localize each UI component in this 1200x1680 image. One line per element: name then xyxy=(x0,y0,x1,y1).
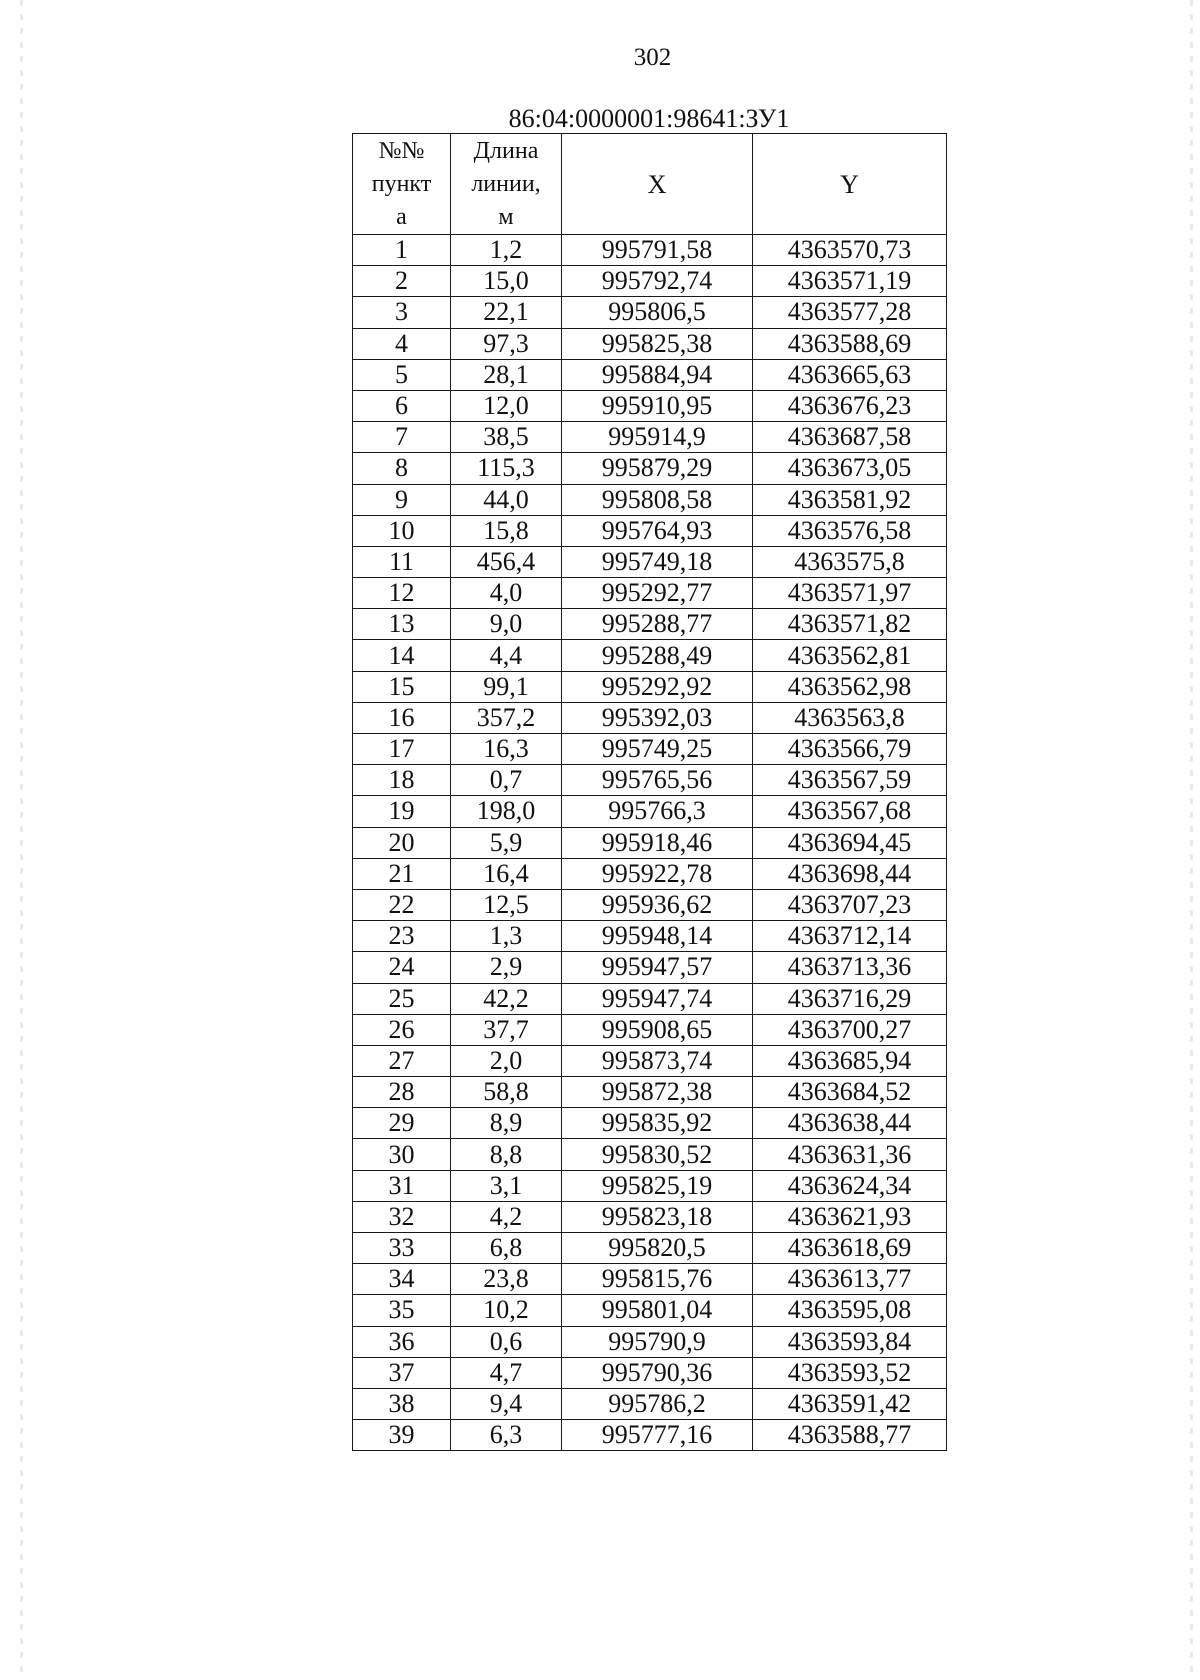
cell-y: 4363618,69 xyxy=(753,1233,947,1264)
cell-x: 995884,94 xyxy=(562,359,753,390)
header-point-line-1: №№ xyxy=(378,137,425,164)
cell-y: 4363570,73 xyxy=(753,235,947,266)
cell-x: 995792,74 xyxy=(562,266,753,297)
cell-y: 4363593,52 xyxy=(753,1357,947,1388)
cell-line-length: 198,0 xyxy=(451,796,562,827)
table-row xyxy=(353,1139,947,1170)
cell-x: 995292,77 xyxy=(562,578,753,609)
cell-line-length: 2,9 xyxy=(451,952,562,983)
table-row xyxy=(353,671,947,702)
table-row xyxy=(353,765,947,796)
cell-x: 995765,56 xyxy=(562,765,753,796)
table-row xyxy=(353,1201,947,1232)
cell-y: 4363694,45 xyxy=(753,827,947,858)
cell-x: 995392,03 xyxy=(562,702,753,733)
table-row xyxy=(353,889,947,920)
cell-x: 995288,49 xyxy=(562,640,753,671)
cell-line-length: 2,0 xyxy=(451,1045,562,1076)
cell-point-number: 1 xyxy=(353,235,451,266)
cell-point-number: 26 xyxy=(353,1014,451,1045)
cell-y: 4363595,08 xyxy=(753,1295,947,1326)
cell-point-number: 18 xyxy=(353,765,451,796)
cell-x: 995790,9 xyxy=(562,1326,753,1357)
table-row xyxy=(353,1295,947,1326)
table-row xyxy=(353,702,947,733)
cell-x: 995947,74 xyxy=(562,983,753,1014)
cell-y: 4363576,58 xyxy=(753,515,947,546)
cell-line-length: 456,4 xyxy=(451,546,562,577)
cell-line-length: 12,0 xyxy=(451,390,562,421)
cell-point-number: 9 xyxy=(353,484,451,515)
cell-line-length: 357,2 xyxy=(451,702,562,733)
cell-x: 995914,9 xyxy=(562,422,753,453)
cell-line-length: 9,0 xyxy=(451,609,562,640)
cell-y: 4363631,36 xyxy=(753,1139,947,1170)
cell-line-length: 0,6 xyxy=(451,1326,562,1357)
table-row xyxy=(353,515,947,546)
cell-line-length: 37,7 xyxy=(451,1014,562,1045)
table-row xyxy=(353,1108,947,1139)
cell-line-length: 16,3 xyxy=(451,734,562,765)
cell-point-number: 22 xyxy=(353,889,451,920)
cell-point-number: 35 xyxy=(353,1295,451,1326)
cell-y: 4363571,19 xyxy=(753,266,947,297)
table-row xyxy=(353,983,947,1014)
cell-y: 4363591,42 xyxy=(753,1388,947,1419)
cell-line-length: 28,1 xyxy=(451,359,562,390)
cell-line-length: 16,4 xyxy=(451,858,562,889)
table-row xyxy=(353,328,947,359)
cell-x: 995820,5 xyxy=(562,1233,753,1264)
cell-y: 4363685,94 xyxy=(753,1045,947,1076)
scan-edge-left xyxy=(20,0,23,1680)
cell-x: 995873,74 xyxy=(562,1045,753,1076)
cell-x: 995749,25 xyxy=(562,734,753,765)
cell-line-length: 15,0 xyxy=(451,266,562,297)
table-row xyxy=(353,1357,947,1388)
table-row xyxy=(353,297,947,328)
cell-y: 4363712,14 xyxy=(753,921,947,952)
cell-y: 4363571,82 xyxy=(753,609,947,640)
cell-x: 995823,18 xyxy=(562,1201,753,1232)
cell-line-length: 38,5 xyxy=(451,422,562,453)
cell-point-number: 21 xyxy=(353,858,451,889)
cell-x: 995791,58 xyxy=(562,235,753,266)
cell-x: 995764,93 xyxy=(562,515,753,546)
cell-y: 4363567,68 xyxy=(753,796,947,827)
cell-x: 995830,52 xyxy=(562,1139,753,1170)
cell-x: 995777,16 xyxy=(562,1420,753,1451)
table-row xyxy=(353,484,947,515)
cell-point-number: 39 xyxy=(353,1420,451,1451)
cell-y: 4363567,59 xyxy=(753,765,947,796)
table-row xyxy=(353,640,947,671)
cell-point-number: 24 xyxy=(353,952,451,983)
cell-x: 995908,65 xyxy=(562,1014,753,1045)
cell-x: 995786,2 xyxy=(562,1388,753,1419)
cell-point-number: 33 xyxy=(353,1233,451,1264)
header-length-line-2: линии, xyxy=(471,170,541,197)
cell-line-length: 15,8 xyxy=(451,515,562,546)
cell-line-length: 8,9 xyxy=(451,1108,562,1139)
cell-x: 995948,14 xyxy=(562,921,753,952)
cell-line-length: 0,7 xyxy=(451,765,562,796)
cell-point-number: 16 xyxy=(353,702,451,733)
cell-line-length: 6,3 xyxy=(451,1420,562,1451)
cell-y: 4363684,52 xyxy=(753,1077,947,1108)
cell-line-length: 4,7 xyxy=(451,1357,562,1388)
cell-point-number: 20 xyxy=(353,827,451,858)
cell-y: 4363713,36 xyxy=(753,952,947,983)
cell-x: 995790,36 xyxy=(562,1357,753,1388)
cell-x: 995825,38 xyxy=(562,328,753,359)
cell-line-length: 4,4 xyxy=(451,640,562,671)
cell-line-length: 3,1 xyxy=(451,1170,562,1201)
table-row xyxy=(353,858,947,889)
cell-y: 4363716,29 xyxy=(753,983,947,1014)
cell-line-length: 1,3 xyxy=(451,921,562,952)
scan-edge-right xyxy=(1190,0,1193,1680)
cell-x: 995918,46 xyxy=(562,827,753,858)
table-row xyxy=(353,390,947,421)
cell-x: 995872,38 xyxy=(562,1077,753,1108)
cell-point-number: 8 xyxy=(353,453,451,484)
cell-point-number: 23 xyxy=(353,921,451,952)
cell-point-number: 11 xyxy=(353,546,451,577)
table-row xyxy=(353,1014,947,1045)
cell-x: 995288,77 xyxy=(562,609,753,640)
cell-point-number: 13 xyxy=(353,609,451,640)
cell-point-number: 4 xyxy=(353,328,451,359)
cell-line-length: 97,3 xyxy=(451,328,562,359)
cell-x: 995825,19 xyxy=(562,1170,753,1201)
cell-point-number: 2 xyxy=(353,266,451,297)
cell-point-number: 3 xyxy=(353,297,451,328)
table-row xyxy=(353,1077,947,1108)
cell-y: 4363593,84 xyxy=(753,1326,947,1357)
table-row xyxy=(353,578,947,609)
table-row xyxy=(353,952,947,983)
cell-line-length: 22,1 xyxy=(451,297,562,328)
cell-x: 995910,95 xyxy=(562,390,753,421)
cell-point-number: 36 xyxy=(353,1326,451,1357)
cell-line-length: 44,0 xyxy=(451,484,562,515)
cell-line-length: 115,3 xyxy=(451,453,562,484)
cell-x: 995922,78 xyxy=(562,858,753,889)
table-row xyxy=(353,1420,947,1451)
cell-point-number: 19 xyxy=(353,796,451,827)
cell-y: 4363698,44 xyxy=(753,858,947,889)
table-row xyxy=(353,921,947,952)
table-row xyxy=(353,266,947,297)
table-row xyxy=(353,734,947,765)
cell-point-number: 29 xyxy=(353,1108,451,1139)
cell-y: 4363687,58 xyxy=(753,422,947,453)
table-row xyxy=(353,235,947,266)
table-row xyxy=(353,1326,947,1357)
cell-x: 995815,76 xyxy=(562,1264,753,1295)
header-line-length xyxy=(451,134,562,235)
cell-line-length: 99,1 xyxy=(451,671,562,702)
cell-line-length: 6,8 xyxy=(451,1233,562,1264)
cell-x: 995879,29 xyxy=(562,453,753,484)
cell-y: 4363563,8 xyxy=(753,702,947,733)
table-row xyxy=(353,422,947,453)
cell-point-number: 32 xyxy=(353,1201,451,1232)
table-row xyxy=(353,546,947,577)
cell-point-number: 15 xyxy=(353,671,451,702)
header-length-line-3: м xyxy=(498,203,514,230)
cell-y: 4363676,23 xyxy=(753,390,947,421)
cell-point-number: 14 xyxy=(353,640,451,671)
cell-x: 995947,57 xyxy=(562,952,753,983)
cell-point-number: 12 xyxy=(353,578,451,609)
cell-y: 4363588,77 xyxy=(753,1420,947,1451)
cell-y: 4363588,69 xyxy=(753,328,947,359)
cell-point-number: 28 xyxy=(353,1077,451,1108)
cell-point-number: 10 xyxy=(353,515,451,546)
cell-y: 4363562,81 xyxy=(753,640,947,671)
header-point-line-2: пункт xyxy=(371,170,432,197)
table-body xyxy=(353,235,947,1451)
table-row xyxy=(353,1388,947,1419)
cell-y: 4363707,23 xyxy=(753,889,947,920)
cell-line-length: 4,0 xyxy=(451,578,562,609)
cell-point-number: 5 xyxy=(353,359,451,390)
cell-point-number: 31 xyxy=(353,1170,451,1201)
cell-x: 995936,62 xyxy=(562,889,753,920)
cell-line-length: 8,8 xyxy=(451,1139,562,1170)
table-row xyxy=(353,796,947,827)
cell-line-length: 23,8 xyxy=(451,1264,562,1295)
cell-y: 4363613,77 xyxy=(753,1264,947,1295)
cell-point-number: 38 xyxy=(353,1388,451,1419)
cell-point-number: 25 xyxy=(353,983,451,1014)
cell-y: 4363571,97 xyxy=(753,578,947,609)
cell-y: 4363575,8 xyxy=(753,546,947,577)
cell-y: 4363562,98 xyxy=(753,671,947,702)
table-row xyxy=(353,609,947,640)
header-x: X xyxy=(562,134,753,235)
cell-line-length: 58,8 xyxy=(451,1077,562,1108)
cell-x: 995766,3 xyxy=(562,796,753,827)
cell-point-number: 27 xyxy=(353,1045,451,1076)
page-number: 302 xyxy=(633,44,672,71)
cell-point-number: 17 xyxy=(353,734,451,765)
cell-x: 995806,5 xyxy=(562,297,753,328)
cell-line-length: 10,2 xyxy=(451,1295,562,1326)
cell-y: 4363665,63 xyxy=(753,359,947,390)
table-row xyxy=(353,1045,947,1076)
cell-point-number: 7 xyxy=(353,422,451,453)
header-point-number xyxy=(353,134,451,235)
cell-line-length: 42,2 xyxy=(451,983,562,1014)
header-y: Y xyxy=(753,134,947,235)
cell-y: 4363700,27 xyxy=(753,1014,947,1045)
cell-y: 4363577,28 xyxy=(753,297,947,328)
cell-line-length: 12,5 xyxy=(451,889,562,920)
table-row xyxy=(353,453,947,484)
table-header xyxy=(353,134,947,235)
cell-x: 995808,58 xyxy=(562,484,753,515)
table-row xyxy=(353,359,947,390)
cell-point-number: 34 xyxy=(353,1264,451,1295)
cell-y: 4363566,79 xyxy=(753,734,947,765)
cell-point-number: 37 xyxy=(353,1357,451,1388)
cell-x: 995749,18 xyxy=(562,546,753,577)
cell-line-length: 9,4 xyxy=(451,1388,562,1419)
cell-y: 4363624,34 xyxy=(753,1170,947,1201)
table-row xyxy=(353,1264,947,1295)
header-point-line-3: а xyxy=(396,203,407,230)
table-row xyxy=(353,1233,947,1264)
cell-x: 995292,92 xyxy=(562,671,753,702)
cell-y: 4363673,05 xyxy=(753,453,947,484)
coordinates-table xyxy=(352,133,947,1451)
cadastral-number-title: 86:04:0000001:98641:ЗУ1 xyxy=(508,104,790,133)
cell-y: 4363638,44 xyxy=(753,1108,947,1139)
header-length-line-1: Длина xyxy=(473,137,539,164)
cell-x: 995801,04 xyxy=(562,1295,753,1326)
cell-point-number: 30 xyxy=(353,1139,451,1170)
cell-line-length: 5,9 xyxy=(451,827,562,858)
table-row xyxy=(353,827,947,858)
cell-x: 995835,92 xyxy=(562,1108,753,1139)
cell-point-number: 6 xyxy=(353,390,451,421)
cell-y: 4363581,92 xyxy=(753,484,947,515)
cell-line-length: 4,2 xyxy=(451,1201,562,1232)
cell-y: 4363621,93 xyxy=(753,1201,947,1232)
cell-line-length: 1,2 xyxy=(451,235,562,266)
table-row xyxy=(353,1170,947,1201)
